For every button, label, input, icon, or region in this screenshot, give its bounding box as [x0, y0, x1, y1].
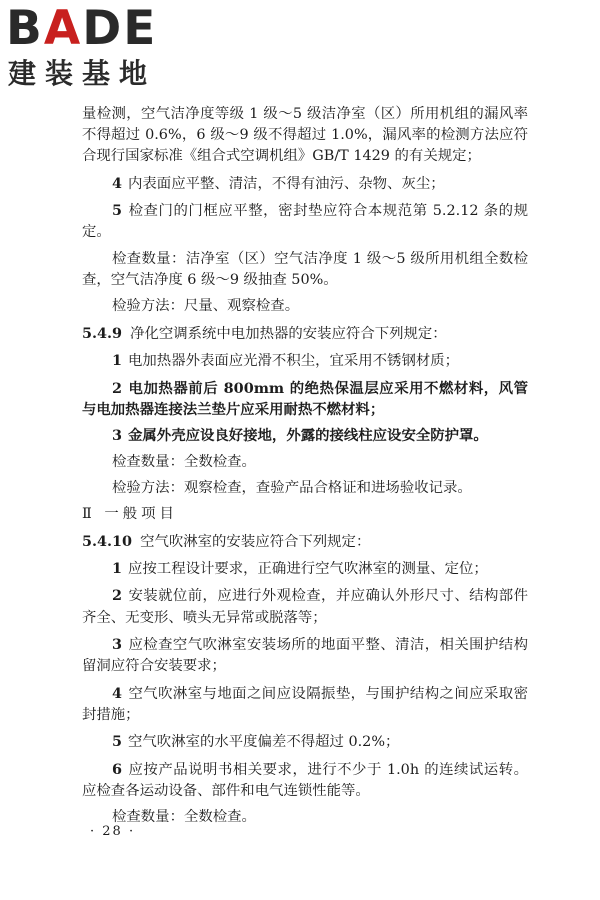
- logo-letter-a: A: [43, 1, 83, 56]
- clause-5-4-9: [82, 323, 528, 345]
- list-item-5: [82, 200, 528, 243]
- inspection-method: [82, 478, 528, 499]
- list-item-3-mandatory: [82, 425, 528, 446]
- page-number: · 28 ·: [90, 824, 136, 839]
- item-number: 3: [112, 636, 123, 654]
- item-number: 1: [112, 560, 123, 578]
- clause-text: 空气吹淋室的安装应符合下列规定：: [140, 533, 371, 550]
- list-item-2-mandatory: [82, 378, 528, 420]
- item-number: 3: [112, 427, 123, 445]
- paragraph-text: 检验方法：尺量、观察检查。: [112, 298, 300, 315]
- paragraph-text: 量检测，空气洁净度等级 1 级～5 级洁净室（区）所用机组的漏风率不得超过 0.6%，6 级～9 级不得超过 1.0%，漏风率的检测方法应符合现行国家标准《组合式空调机组》GB/T 1429 的有关规定；: [82, 106, 528, 165]
- logo-letters-de: DE: [82, 1, 158, 56]
- item-number: 4: [112, 684, 123, 702]
- bade-logo: [6, 1, 176, 90]
- item-number: 1: [112, 352, 123, 370]
- item-number: 4: [112, 174, 123, 192]
- item-text: 空气吹淋室的水平度偏差不得超过 0.2%；: [128, 734, 400, 751]
- section-heading: [82, 504, 528, 525]
- item-number: 2: [112, 379, 123, 397]
- inspection-method: [82, 296, 528, 317]
- item-text: 应按产品说明书相关要求，进行不少于 1.0h 的连续试运转。应检查各运动设备、部件和电气连锁性能等。: [82, 761, 528, 799]
- section-heading-text: Ⅱ 一般项目: [82, 506, 178, 523]
- inspection-quantity: [82, 249, 528, 291]
- paragraph-text: 检查数量：全数检查。: [112, 809, 256, 826]
- logo-letter-b: B: [6, 1, 44, 56]
- paragraph-continuation: [82, 104, 528, 168]
- list-item-4: [82, 683, 528, 726]
- item-number: 5: [112, 733, 123, 751]
- document-body: [82, 104, 528, 834]
- logo-wordmark: [6, 1, 158, 56]
- item-text: 应按工程设计要求，正确进行空气吹淋室的测量、定位；: [128, 561, 488, 578]
- clause-text: 净化空调系统中电加热器的安装应符合下列规定：: [130, 325, 447, 342]
- paragraph-text: 检验方法：观察检查，查验产品合格证和进场验收记录。: [112, 479, 472, 496]
- item-number: 5: [112, 202, 123, 220]
- paragraph-text: 检查数量：洁净室（区）空气洁净度 1 级～5 级所用机组全数检查，空气洁净度 6 级～9 级抽查 50%。: [82, 250, 528, 288]
- list-item-2: [82, 585, 528, 628]
- clause-number: 5.4.10: [82, 532, 133, 550]
- list-item-3: [82, 634, 528, 677]
- inspection-quantity: [82, 807, 528, 828]
- item-text: 金属外壳应设良好接地，外露的接线柱应设安全防护罩。: [128, 427, 488, 445]
- list-item-6: [82, 759, 528, 802]
- paragraph-text: 检查数量：全数检查。: [112, 453, 256, 470]
- item-text: 空气吹淋室与地面之间应设隔振垫，与围护结构之间应采取密封措施；: [82, 685, 528, 723]
- item-text: 检查门的门框应平整，密封垫应符合本规范第 5.2.12 条的规定。: [82, 203, 528, 241]
- item-number: 6: [112, 760, 123, 778]
- item-text: 电加热器前后 800mm 的绝热保温层应采用不燃材料，风管与电加热器连接法兰垫片应采用耐热不燃材料；: [82, 379, 528, 418]
- item-text: 内表面应平整、清洁，不得有油污、杂物、灰尘；: [128, 175, 445, 192]
- item-text: 电加热器外表面应光滑不积尘，宜采用不锈钢材质；: [128, 353, 460, 370]
- item-text: 安装就位前，应进行外观检查，并应确认外形尺寸、结构部件齐全、无变形、喷头无异常或脱落等；: [82, 588, 528, 626]
- list-item-1: [82, 350, 528, 372]
- clause-5-4-10: [82, 531, 528, 553]
- clause-number: 5.4.9: [82, 324, 123, 342]
- list-item-4: [82, 173, 528, 195]
- inspection-quantity: [82, 452, 528, 473]
- item-number: 2: [112, 587, 123, 605]
- list-item-5: [82, 731, 528, 753]
- item-text: 应检查空气吹淋室安装场所的地面平整、清洁，相关围护结构留洞应符合安装要求；: [82, 637, 528, 675]
- list-item-1: [82, 558, 528, 580]
- logo-subtitle: 建装基地: [8, 57, 157, 90]
